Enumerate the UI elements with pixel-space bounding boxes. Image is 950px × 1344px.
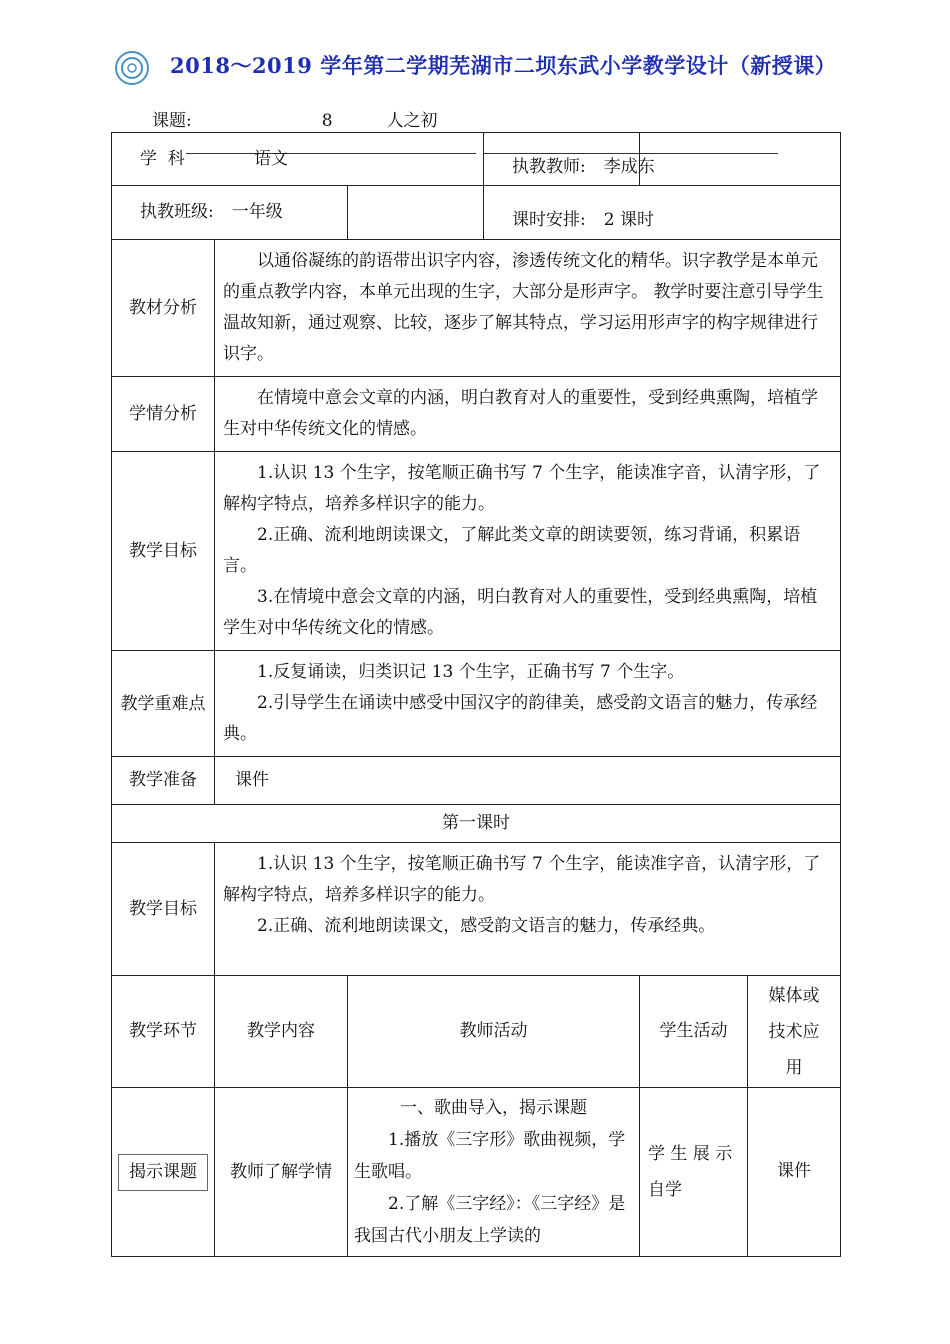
lesson-line xyxy=(152,106,438,131)
step-stage: 揭示课题 xyxy=(118,1154,208,1191)
col-media-header: 媒体或技术应用 xyxy=(768,985,820,1078)
goal-item: 1.认识 13 个生字，按笔顺正确书写 7 个生字，能读准字音，认清字形，了解构字特点，培养多样识字的能力。 xyxy=(223,463,821,514)
step-student: 学 生 展 示 自学 xyxy=(648,1144,733,1200)
period-title: 第一课时 xyxy=(112,805,841,843)
prep-text: 课件 xyxy=(235,770,269,790)
prep-cell xyxy=(215,757,841,805)
period-goals-cell xyxy=(215,843,841,976)
key-point-item: 1.反复诵读，归类识记 13 个生字，正确书写 7 个生字。 xyxy=(257,662,685,682)
lesson-plan-table xyxy=(111,132,841,1257)
class-label: 执教班级: xyxy=(140,202,214,222)
col-stage-header: 教学环节 xyxy=(112,976,215,1088)
student-analysis-text: 在情境中意会文章的内涵，明白教育对人的重要性，受到经典熏陶，培植学生对中华传统文化的情感。 xyxy=(223,388,818,439)
page-header xyxy=(112,42,842,88)
step-media: 课件 xyxy=(777,1161,811,1181)
info-row-1 xyxy=(112,133,841,186)
step-teacher-item: 2.了解《三字经》：《三字经》是我国古代小朋友上学读的 xyxy=(354,1194,626,1246)
document-title: 2018～2019 学年第二学期芜湖市二坝东武小学教学设计（新授课） xyxy=(170,53,837,78)
step-stage-cell xyxy=(112,1088,215,1257)
column-header-row xyxy=(112,976,841,1088)
step-content: 教师了解学情 xyxy=(215,1088,348,1257)
period-goals-label: 教学目标 xyxy=(112,843,215,976)
subject-label: 学 科 xyxy=(140,148,185,169)
student-analysis-cell xyxy=(215,377,841,452)
period-goal-item: 1.认识 13 个生字，按笔顺正确书写 7 个生字，能读准字音，认清字形，了解构字特点，培养多样识字的能力。 xyxy=(223,854,821,905)
step-teacher-cell xyxy=(348,1088,640,1257)
teacher-label: 执教教师: xyxy=(512,157,586,177)
class-value: 一年级 xyxy=(231,202,283,222)
key-points-label-cell xyxy=(112,651,215,757)
material-cell xyxy=(215,240,841,377)
goal-item: 3.在情境中意会文章的内涵，明白教育对人的重要性，受到经典熏陶，培植学生对中华传统文化的情感。 xyxy=(223,587,818,638)
schedule-value: 2 课时 xyxy=(603,210,654,230)
step-teacher-title: 一、歌曲导入，揭示课题 xyxy=(400,1098,587,1118)
teacher-value: 李成东 xyxy=(603,157,655,177)
material-row xyxy=(112,240,841,377)
period-title-row xyxy=(112,805,841,843)
goals-cell xyxy=(215,452,841,651)
key-points-cell xyxy=(215,651,841,757)
class-cell xyxy=(112,186,348,240)
lesson-name: 人之初 xyxy=(386,111,438,131)
goals-label: 教学目标 xyxy=(112,452,215,651)
key-points-row xyxy=(112,651,841,757)
period-goal-item: 2.正确、流利地朗读课文，感受韵文语言的魅力，传承经典。 xyxy=(257,916,716,936)
subject-value: 语文 xyxy=(254,148,288,169)
col-media-header-cell xyxy=(748,976,841,1088)
col-content-header: 教学内容 xyxy=(215,976,348,1088)
teacher-cell xyxy=(640,133,841,186)
goals-row xyxy=(112,452,841,651)
schedule-label: 课时安排: xyxy=(512,210,586,230)
schedule-field xyxy=(512,205,654,230)
key-point-item: 2.引导学生在诵读中感受中国汉字的韵律美，感受韵文语言的魅力，传承经典。 xyxy=(223,693,818,744)
material-label: 教材分析 xyxy=(112,240,215,377)
step-student-cell xyxy=(640,1088,748,1257)
step-media-cell xyxy=(748,1088,841,1257)
step-teacher-item: 1.播放《三字形》歌曲视频，学生歌唱。 xyxy=(354,1130,626,1182)
info-row-2 xyxy=(112,186,841,240)
material-text: 以通俗凝练的韵语带出识字内容，渗透传统文化的精华。识字教学是本单元的重点教学内容，本单元出现的生字，大部分是形声字。 教学时要注意引导学生温故知新，通过观察、比较，逐步了解其特点，学习运用形声字的构字规律进行识字。 xyxy=(223,251,824,364)
student-analysis-row xyxy=(112,377,841,452)
student-analysis-label: 学情分析 xyxy=(112,377,215,452)
col-teacher-header: 教师活动 xyxy=(348,976,640,1088)
concentric-circles-icon xyxy=(114,50,150,86)
goal-item: 2.正确、流利地朗读课文，了解此类文章的朗读要领，练习背诵，积累语言。 xyxy=(223,525,801,576)
lesson-number: 8 xyxy=(321,111,333,131)
key-points-label: 教学重难点 xyxy=(120,693,206,714)
lesson-label: 课题: xyxy=(152,111,192,131)
info-divider xyxy=(483,132,484,239)
col-student-header: 学生活动 xyxy=(640,976,748,1088)
teacher-field xyxy=(512,152,655,177)
prep-label: 教学准备 xyxy=(112,757,215,805)
prep-row xyxy=(112,757,841,805)
period-goals-row xyxy=(112,843,841,976)
lesson-step-row xyxy=(112,1088,841,1257)
